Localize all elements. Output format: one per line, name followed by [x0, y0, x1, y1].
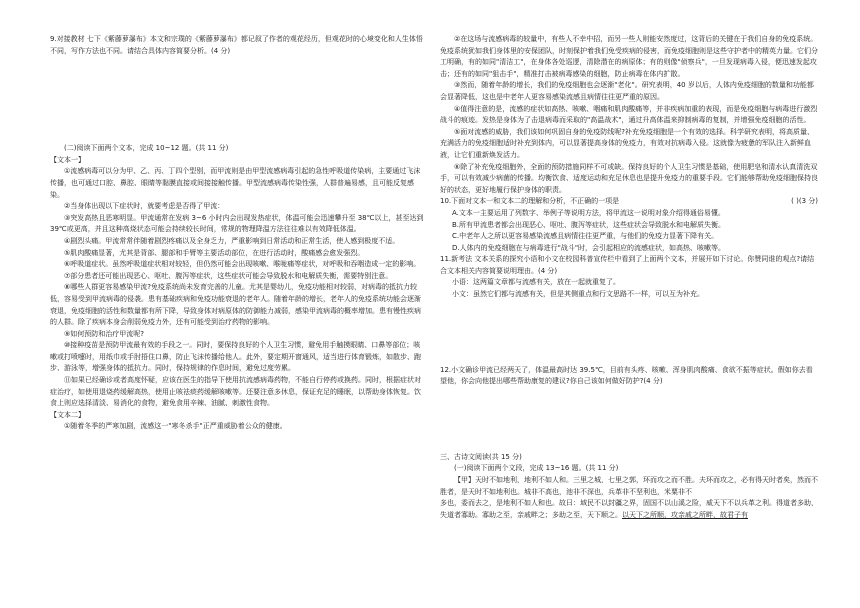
question-11: 11.新考法 文本关系的探究小语和小文在校园科普宣传栏中看到了上面两个文本，并展开如下讨论。你赞同谁的观点?请结合文本相关内容简要说明理由。(4 分): [440, 255, 815, 275]
paragraph: ⑧哪些人群更容易感染甲流?免疫系统尚未发育完善的儿童。尤其是婴幼儿，免疫功能相对较弱，对病毒的抵抗力较低，容易受到甲流病毒的侵袭。患有基础疾病和免疫功能衰退的老年人。随着年龄的增长，老年人的免疫系统功能会逐渐衰退，免疫细胞的活性和数量都有所下降，导致身体对病原体的防御能力减弱，感染甲流病毒的概率增加。患有慢性疾病的人群。除了疾病本身会削弱免疫力外，还有可能受到治疗药物的影响。: [50, 283, 421, 327]
classical-passage-2: [440, 498, 818, 521]
left-column: [50, 34, 425, 433]
classical-passage-1: 【甲】天时不如地利，地利不如人和。三里之城，七里之郭，环而攻之而不胜。夫环而攻之，必有得天时者矣，然而不胜者，是天时不如地利也。城非不高也，池非不深也，兵革非不坚利也，米粟非不: [440, 476, 818, 496]
underlined-sentence: 以天下之所顺，攻亲戚之所畔，故君子有: [622, 510, 748, 519]
paragraph: ③突发高热且恶寒明显。甲流通常在发病 3~6 小时内会出现发热症状，体温可能会迅速攀升至 38℃以上，甚至达到 39℃或更高，并且这种高烧状态可能会持续较长时间，常规的物理降温方法往往难以有效降低体温。: [50, 213, 424, 234]
option-a: A.文本一主要运用了列数字、举例子等说明方法，将甲流这一说明对象介绍得通俗易懂。: [452, 208, 725, 217]
paragraph: ⑤肌肉酸痛显著，尤其是背部、腿部和手臂等主要活动部位，在进行活动时，酸痛感会愈发强烈。: [64, 248, 365, 257]
question-9: 9.对接教材 七下《紫藤萝瀑布》本文和宗璞的《紫藤萝瀑布》都记叙了作者的观花经历，但观花时的心境变化和人生体悟不同，写作方法也不同。请结合具体内容简要分析。(4 分): [50, 35, 423, 55]
paragraph: ⑨如何预防和治疗甲流呢?: [64, 329, 144, 338]
option-b: B.所有甲流患者都会出现恶心、呕吐、腹泻等症状，这些症状会导致脱水和电解质失衡。: [452, 220, 726, 229]
question-10: [440, 196, 818, 208]
paragraph: ①流感病毒可以分为甲、乙、丙、丁四个型别，而甲流则是由甲型流感病毒引起的急性呼吸道传染病，主要通过飞沫传播，也可通过口腔、鼻腔、眼睛等黏膜直接或间接接触传播。甲型流感病毒传染性强，人群普遍易感，且可能反复感染。: [50, 167, 421, 199]
paragraph: ④剧烈头痛。甲流常常伴随着剧烈疼痛以及全身乏力，严重影响到日常活动和正常生活，使人感到极度不适。: [64, 236, 400, 245]
paragraph: ⑤面对流感的威胁，我们该如何巩固自身的免疫防线呢?补充免疫细胞是一个有效的选择。科学研究表明，将高质量、充满活力的免疫细胞适时补充到体内，可以显著提高身体的免疫力，有效对抗病毒入侵。这就像为疲惫的军队注入新鲜血液，让它们重新焕发活力。: [440, 127, 814, 159]
question-11-xiaoyu: 小语：这两篇文章都与流感有关，放在一起就重复了。: [452, 278, 620, 287]
paragraph: ④值得注意的是，流感的症状如高热、咳嗽、咽痛和肌肉酸痛等，并非疾病加重的表现，而是免疫细胞与病毒进行激烈战斗的痕迹。发热是身体为了击退病毒而采取的"高温战术"，通过升高体温来抑制病毒的复制，并增强免疫细胞的活性。: [440, 104, 818, 125]
text-2-label: 【文本二】: [50, 410, 85, 419]
question-11-xiaowen: 小文：虽然它们都与流感有关，但是其侧重点和行文思路不一样，可以互为补充。: [452, 290, 704, 299]
section-2-title: (二)阅读下面两个文本，完成 10~12 题。(共 11 分): [64, 144, 229, 153]
classical-passage-2-text: 多也，委而去之，是地利不如人和也。故曰：域民不以封疆之界，固国不以山溪之险，威天下不以兵革之利。得道者多助，失道者寡助。寡助之至，亲戚畔之；多助之至，天下顺之。: [440, 499, 818, 519]
section-3-title: 三、古诗文阅读(共 15 分): [440, 452, 522, 461]
option-c: C.中老年人之所以更容易感染流感且病情往往更严重，与他们的免疫力显著下降有关。: [452, 232, 719, 241]
paragraph: ⑦部分患者还可能出现恶心、呕吐、腹泻等症状，这些症状可能会导致脱水和电解质失衡，需要特别注意。: [64, 271, 393, 280]
paragraph: ⑥除了补充免疫细胞外，全面的预防措施同样不可或缺。保持良好的个人卫生习惯是基础，使用肥皂和清水认真清洗双手，可以有效减少病菌的传播。均衡饮食、适度运动和充足休息也是提升免疫力的重要手段。它们能够帮助免疫细胞保持良好的状态，更好地履行保护身体的职责。: [440, 162, 818, 194]
paragraph: ②当身体出现以下症状时，就要考虑是否得了甲流：: [64, 202, 225, 211]
question-10-score: ( )(3 分): [791, 197, 818, 206]
question-12: 12.小文确诊甲流已经两天了，体温最高时达 39.5℃，目前有头疼、咳嗽、浑身肌肉酸痛、食欲不振等症状。假如你去看望他，你会向他提出哪些帮助康复的建议?你自己该如何做好防护?(4 分): [440, 365, 813, 386]
right-column: [440, 34, 818, 521]
paragraph: ③然而，随着年龄的增长，我们的免疫细胞也会逐渐"老化"。研究表明，40 岁以后，人体内免疫细胞的数量和功能都会显著降低，这也是中老年人更容易感染流感且病情往往更严重的原因。: [440, 81, 814, 101]
question-10-title: 10.下面对文本一和文本二的理解和分析，不正确的一项是: [440, 197, 620, 206]
text-1-label: 【文本一】: [50, 155, 85, 164]
paragraph: ①随着冬季的严寒加剧，流感这一"寒冬杀手"正严重威胁着公众的健康。: [64, 422, 287, 431]
section-3-subtitle: (一)阅读下面两个文段，完成 13~16 题。(共 11 分): [454, 464, 619, 473]
paragraph: ⑩接种疫苗是预防甲流最有效的手段之一。同时，要保持良好的个人卫生习惯，避免用手触摸眼睛、口鼻等部位；咳嗽或打喷嚏时，用纸巾或手肘捂住口鼻，防止飞沫传播给他人。此外，要定期开窗通风，适当进行体育锻炼，如散步、跑步、游泳等，增强身体的抵抗力。同时，保持规律的作息时间，避免过度劳累。: [50, 341, 421, 373]
option-d: D.人体内的免疫细胞在与病毒进行"战斗"时，会引起相应的流感症状，如高热、咳嗽等。: [452, 243, 726, 252]
paragraph: ⑪如果已经确诊或者高度怀疑，应该在医生的指导下使用抗流感病毒药物，不能自行停药或换药。同时，根据症状对症治疗，如使用退烧药缓解高热，使用止咳祛痰药缓解咳嗽等。还要注意多休息，保证充足的睡眠，以帮助身体恢复。饮食上则应选择清淡、易消化的食物，避免食用辛辣、油腻、刺激性食物。: [50, 376, 421, 408]
paragraph: ⑥呼吸道症状。虽然呼吸道症状相对较轻，但仍然可能会出现咳嗽、喉咙痛等症状，对呼吸和吞咽造成一定的影响。: [64, 260, 421, 269]
paragraph: ②在这场与流感病毒的较量中，有些人不幸中招，而另一些人则能安然度过，这背后的关键在于我们自身的免疫系统。免疫系统犹如我们身体里的安保团队，时刻保护着我们免受疾病的侵害，而免疫细胞则是这些守护者中的精英力量。它们分工明确，有的如同"清洁工"，在身体各处巡逻，清除潜在的病原体；有的则像"侦察兵"，一旦发现病毒入侵，便迅速发起攻击；还有的如同"狙击手"，精准打击被病毒感染的细胞，防止病毒在体内扩散。: [440, 35, 818, 78]
